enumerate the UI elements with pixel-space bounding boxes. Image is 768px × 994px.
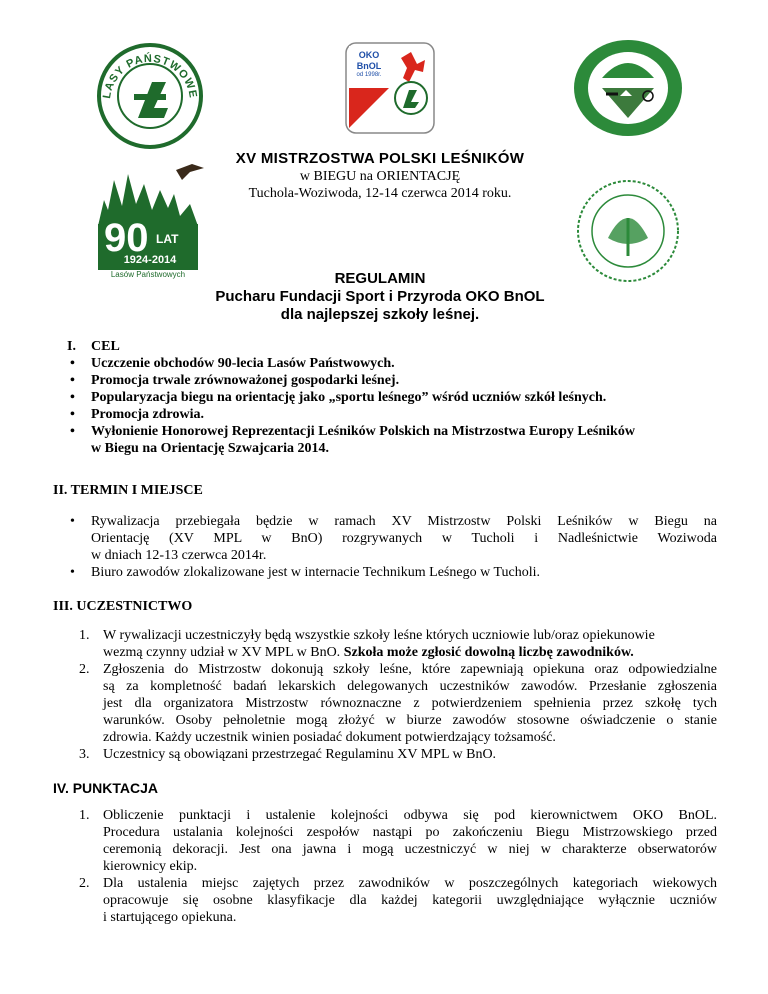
header-title: XV MISTRZOSTWA POLSKI LEŚNIKÓW: [235, 150, 525, 167]
cel-item: • Popularyzacja biegu na orientację jako „sportu leśnego” wśród uczniów szkół leśnych.: [67, 389, 717, 406]
section-cel-title: CEL: [91, 339, 120, 354]
uczestnictwo-text: wezmą czynny udział w XV MPL w BnO.: [103, 645, 344, 660]
regulamin-line2: Pucharu Fundacji Sport i Przyroda OKO BnOL: [215, 288, 545, 305]
lasy-ring-text: LASY PAŃSTWOWE: [101, 52, 199, 100]
section-punktacja: [79, 807, 717, 926]
oko-logo-text: OKO BnOL: [356, 50, 382, 71]
uczestnictwo-item: [79, 627, 717, 661]
punktacja-line: i startującego opiekuna.: [103, 910, 237, 925]
cel-item: [67, 423, 717, 457]
punktacja-line: Dla ustalenia miejsc zajętych przez zawodników w poszczególnych kategoriach wiekowych: [103, 876, 717, 891]
item-number: 1.: [79, 808, 90, 823]
regulamin-title: [100, 270, 660, 324]
oko-bnol-logo: [345, 42, 435, 134]
punktacja-line: Obliczenie punktacji i ustalenie kolejności odbywa się pod kierownictwem OKO BnOL.: [103, 808, 717, 823]
oko-logo-small: od 1998r.: [356, 72, 382, 78]
uczestnictwo-bold: Szkoła może zgłosić dowolną liczbę zawodników.: [343, 645, 634, 660]
cel-item-line: Wyłonienie Honorowej Reprezentacji Leśników Polskich na Mistrzostwa Europy Leśników: [91, 424, 635, 439]
punktacja-line: opracowuje się osobne klasyfikacje dla każdej kategorii uwzględniające wyłącznie uczniów: [103, 893, 717, 908]
cel-item: • Uczczenie obchodów 90-lecia Lasów Państwowych.: [67, 355, 717, 372]
uczestnictwo-line: są za kompletność badań lekarskich delegowanych uczestników zawodów. Przesłanie zgłoszenia: [103, 679, 717, 694]
item-number: 2.: [79, 662, 90, 677]
punktacja-line: Procedura ustalania kolejności zespołów nastąpi po zakończeniu Biegu Mistrzowskiego przed: [103, 825, 717, 840]
regulamin-line1: REGULAMIN: [334, 270, 426, 287]
termin-item: • Biuro zawodów zlokalizowane jest w internacie Technikum Leśnego w Tucholi.: [67, 564, 717, 581]
section-cel-number: I.: [67, 339, 76, 354]
termin-line: w dniach 12-13 czerwca 2014r.: [91, 548, 267, 563]
section-cel: [67, 338, 717, 457]
uczestnictwo-item: [79, 746, 717, 763]
regulamin-line3: dla najlepszej szkoły leśnej.: [280, 306, 480, 323]
uczestnictwo-line: Uczestnicy są obowiązani przestrzegać Regulaminu XV MPL w BnO.: [103, 747, 497, 762]
uczestnictwo-line: Zgłoszenia do Mistrzostw dokonują szkoły leśne, które zapewniają opiekuna oraz odpowiedzialne: [103, 662, 717, 677]
punktacja-item: [79, 875, 717, 926]
section-uczestnictwo-title: III. UCZESTNICTWO: [53, 599, 193, 614]
ninety-caption: Lasów Państwowych: [110, 270, 186, 279]
cel-item: • Promocja trwale zrównoważonej gospodarki leśnej.: [67, 372, 717, 389]
cel-item: • Promocja zdrowia.: [67, 406, 717, 423]
technikum-lesne-logo: [572, 38, 684, 138]
section-termin-title: II. TERMIN I MIEJSCE: [53, 483, 203, 498]
uczestnictwo-line: [103, 644, 717, 661]
uczestnictwo-item: [79, 661, 717, 746]
item-number: 1.: [79, 628, 90, 643]
termin-line: • Rywalizacja przebiegała będzie w ramach XV Mistrzostw Polski Leśników w Biegu na: [91, 514, 717, 529]
ninety-lat: LAT: [156, 232, 179, 246]
cel-item-line: w Biegu na Orientację Szwajcaria 2014.: [91, 441, 329, 456]
header-place: Tuchola-Woziwoda, 12-14 czerwca 2014 roku.: [248, 186, 512, 201]
uczestnictwo-line: zdrowia. Każdy uczestnik winien posiadać dokument potwierdzający tożsamość.: [103, 730, 556, 745]
uczestnictwo-line: jest dla organizatora Mistrzostw równoznaczne z potwierdzeniem spełnienia przez szkołę tych: [103, 696, 717, 711]
header-subtitle: w BIEGU na ORIENTACJĘ: [299, 169, 461, 184]
document-header: [150, 150, 610, 202]
ninety-years: 1924-2014: [123, 254, 177, 266]
uczestnictwo-line: warunków. Osoby pełnoletnie mogą złożyć w biurze zawodów stosowne oświadczenie o stanie: [103, 713, 717, 728]
lasy-panstwowe-logo: [96, 42, 204, 150]
punktacja-item: [79, 807, 717, 875]
punktacja-line: ceremonią dekoracji. Jest ona jawna i mogą uczestniczyć w niej w charakterze obserwatorów: [103, 842, 717, 857]
item-number: 3.: [79, 747, 90, 762]
termin-line: Orientację (XV MPL w BnO) rozgrywanych w Tucholi i Nadleśnictwie Woziwoda: [91, 531, 717, 546]
punktacja-line: kierownicy ekip.: [103, 859, 198, 874]
uczestnictwo-line: W rywalizacji uczestniczyły będą wszystkie szkoły leśne których uczniowie lub/oraz opiekunowie: [103, 628, 655, 643]
section-uczestnictwo: [79, 627, 717, 763]
item-number: 2.: [79, 876, 90, 891]
termin-item: [67, 513, 717, 564]
section-termin: [67, 513, 717, 581]
ninety-number: 90: [104, 216, 149, 260]
section-punktacja-title: IV. PUNKTACJA: [53, 780, 159, 796]
